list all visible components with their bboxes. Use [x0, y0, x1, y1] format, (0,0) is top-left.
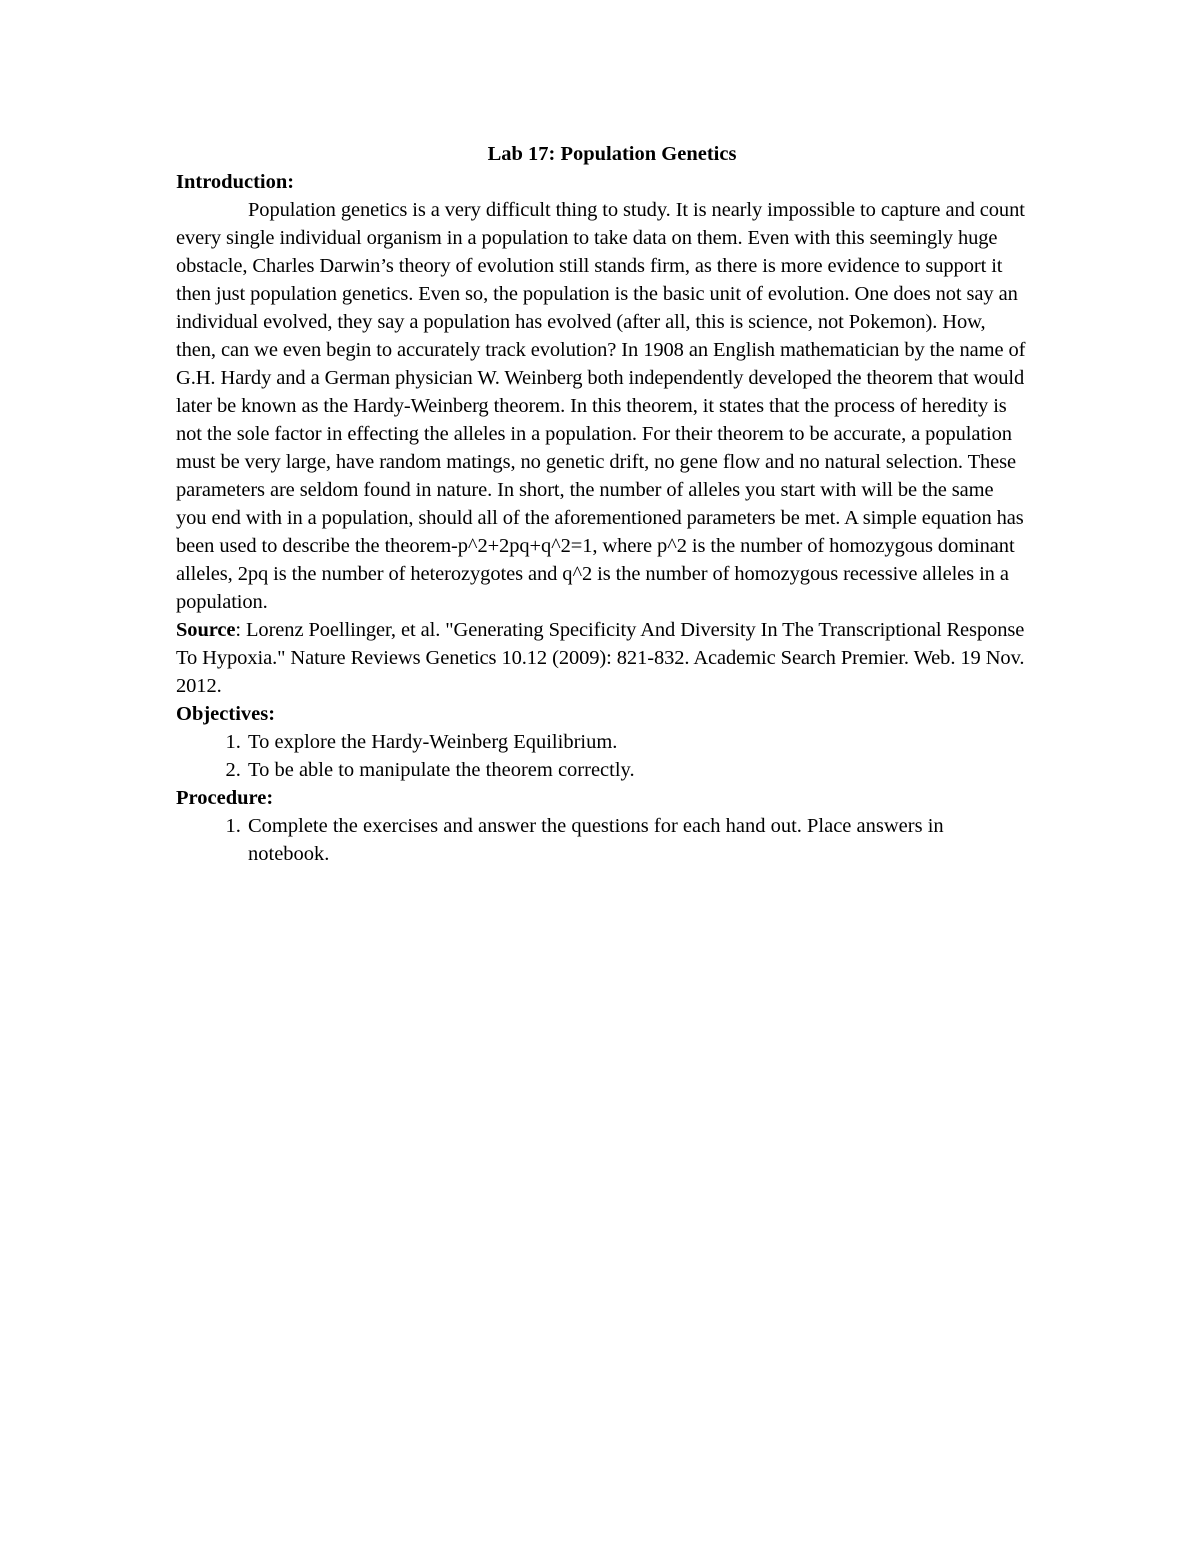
- source-citation: [176, 616, 1026, 700]
- procedure-list: [176, 812, 1026, 868]
- introduction-heading: Introduction:: [176, 171, 295, 193]
- list-item: 2. To be able to manipulate the theorem correctly.: [246, 756, 1026, 784]
- source-label: Source: [176, 619, 236, 641]
- objectives-heading: Objectives:: [176, 703, 276, 725]
- objectives-list: [176, 728, 1026, 784]
- source-text: : Lorenz Poellinger, et al. "Generating Specificity And Diversity In The Transcriptional Response To Hypoxia." Nature Reviews Genetics 10.12 (2009): 821-832. Academic Search Premier. Web. 19 Nov. 2012.: [176, 619, 1025, 697]
- introduction-paragraph: Population genetics is a very difficult thing to study. It is nearly impossible to capture and count every single individual organism in a population to take data on them. Even with this seemingly huge obstacle, Charles Darwin’s theory of evolution still stands firm, as there is more evidence to support it then just population genetics. Even so, the population is the basic unit of evolution. One does not say an individual evolved, they say a population has evolved (after all, this is science, not Pokemon). How, then, can we even begin to accurately track evolution? In 1908 an English mathematician by the name of G.H. Hardy and a German physician W. Weinberg both independently developed the theorem that would later be known as the Hardy-Weinberg theorem. In this theorem, it states that the process of heredity is not the sole factor in effecting the alleles in a population. For their theorem to be accurate, a population must be very large, have random matings, no genetic drift, no gene flow and no natural selection. These parameters are seldom found in nature. In short, the number of alleles you start with will be the same you end with in a population, should all of the aforementioned parameters be met. A simple equation has been used to describe the theorem-p^2+2pq+q^2=1, where p^2 is the number of homozygous dominant alleles, 2pq is the number of heterozygotes and q^2 is the number of homozygous recessive alleles in a population.: [176, 199, 1026, 613]
- document-title: Lab 17: Population Genetics: [487, 143, 737, 165]
- list-item: 1. To explore the Hardy-Weinberg Equilibrium.: [246, 728, 1026, 756]
- document-page: [176, 140, 1026, 868]
- list-item: 1. Complete the exercises and answer the questions for each hand out. Place answers in notebook.: [246, 812, 1026, 868]
- procedure-heading: Procedure:: [176, 787, 274, 809]
